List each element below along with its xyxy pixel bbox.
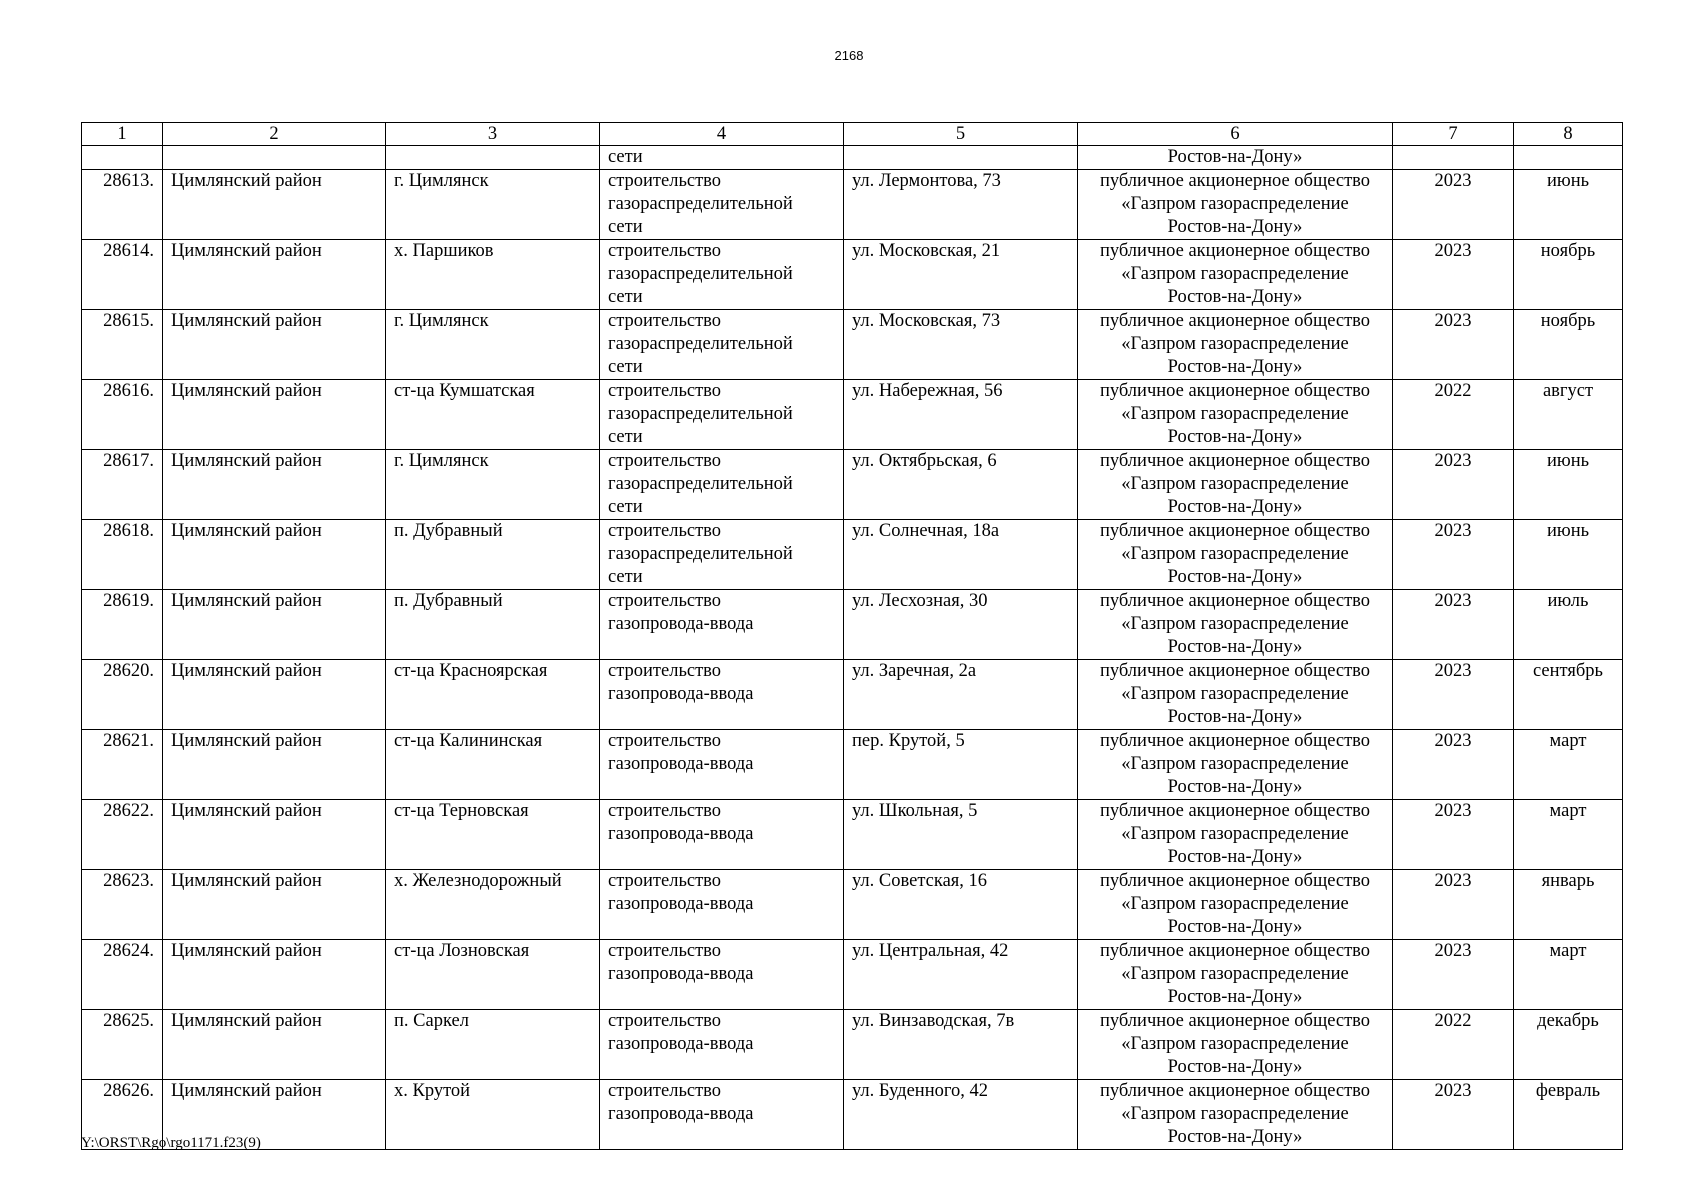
cell-organization-line: публичное акционерное общество xyxy=(1099,591,1371,611)
cell-organization xyxy=(1078,450,1393,520)
cell-work-line: строительство xyxy=(608,801,722,821)
cell-organization xyxy=(1078,940,1393,1010)
cell-year: 2023 xyxy=(1393,520,1514,590)
footer-file-path: Y:\ORST\Rgo\rgo1171.f23(9) xyxy=(81,1135,261,1151)
cell-organization-line: публичное акционерное общество xyxy=(1099,241,1371,261)
cell-work xyxy=(600,590,844,660)
cell-number: 28616. xyxy=(82,380,163,450)
cell-month: август xyxy=(1514,380,1623,450)
cell-organization-line: «Газпром газораспределение xyxy=(1121,194,1349,214)
cell-number: 28625. xyxy=(82,1010,163,1080)
cell-organization xyxy=(1078,520,1393,590)
cell-organization-line: публичное акционерное общество xyxy=(1099,1011,1371,1031)
cell-address: ул. Октябрьская, 6 xyxy=(844,450,1078,520)
cell-year: 2023 xyxy=(1393,240,1514,310)
cell-organization xyxy=(1078,870,1393,940)
cell-number: 28626. xyxy=(82,1080,163,1150)
cell-address: ул. Буденного, 42 xyxy=(844,1080,1078,1150)
cell-number: 28621. xyxy=(82,730,163,800)
cell-locality: ст-ца Калининская xyxy=(386,730,600,800)
cell-locality: г. Цимлянск xyxy=(386,310,600,380)
page-number: 2168 xyxy=(834,48,864,63)
cell-year: 2023 xyxy=(1393,1080,1514,1150)
cell-number: 28618. xyxy=(82,520,163,590)
cell-organization-line: Ростов-на-Дону» xyxy=(1167,567,1303,587)
cell-organization-line: «Газпром газораспределение xyxy=(1121,474,1349,494)
cell-organization-line: «Газпром газораспределение xyxy=(1121,684,1349,704)
cell-work-line: строительство xyxy=(608,311,722,331)
cell-work-line: сети xyxy=(608,497,643,517)
cell-work-line: строительство xyxy=(608,1011,722,1031)
cell-work-line: строительство xyxy=(608,661,722,681)
cell-work xyxy=(600,450,844,520)
cell-locality: п. Саркел xyxy=(386,1010,600,1080)
cell-organization: Ростов-на-Дону» xyxy=(1078,146,1393,170)
cell-organization-line: «Газпром газораспределение xyxy=(1121,754,1349,774)
cell-work xyxy=(600,730,844,800)
cell-organization-line: публичное акционерное общество xyxy=(1099,1081,1371,1101)
cell-district: Цимлянский район xyxy=(163,380,386,450)
cell-month: июль xyxy=(1514,590,1623,660)
cell-district: Цимлянский район xyxy=(163,1080,386,1150)
cell-locality xyxy=(386,146,600,170)
cell-month: декабрь xyxy=(1514,1010,1623,1080)
cell-district: Цимлянский район xyxy=(163,520,386,590)
cell-number: 28613. xyxy=(82,170,163,240)
cell-district: Цимлянский район xyxy=(163,450,386,520)
cell-work-line: строительство xyxy=(608,591,722,611)
cell-organization-line: «Газпром газораспределение xyxy=(1121,544,1349,564)
cell-work-line: строительство xyxy=(608,381,722,401)
cell-organization-line: Ростов-на-Дону» xyxy=(1167,987,1303,1007)
cell-work-line: сети xyxy=(608,287,643,307)
column-header: 1 xyxy=(82,123,163,146)
cell-locality: х. Железнодорожный xyxy=(386,870,600,940)
cell-address: ул. Лермонтова, 73 xyxy=(844,170,1078,240)
cell-locality: г. Цимлянск xyxy=(386,170,600,240)
cell-month: январь xyxy=(1514,870,1623,940)
cell-address: ул. Московская, 73 xyxy=(844,310,1078,380)
table-row xyxy=(82,1010,1623,1080)
cell-work xyxy=(600,170,844,240)
cell-number: 28624. xyxy=(82,940,163,1010)
cell-work xyxy=(600,1010,844,1080)
cell-number: 28622. xyxy=(82,800,163,870)
cell-district: Цимлянский район xyxy=(163,310,386,380)
cell-month: июнь xyxy=(1514,520,1623,590)
cell-organization xyxy=(1078,240,1393,310)
cell-work xyxy=(600,800,844,870)
cell-year: 2023 xyxy=(1393,730,1514,800)
cell-work xyxy=(600,660,844,730)
cell-district: Цимлянский район xyxy=(163,1010,386,1080)
table-row xyxy=(82,590,1623,660)
cell-work-line: строительство xyxy=(608,521,722,541)
cell-organization-line: Ростов-на-Дону» xyxy=(1167,287,1303,307)
cell-work-line: строительство xyxy=(608,941,722,961)
cell-work-line: газопровода-ввода xyxy=(608,754,754,774)
table-row xyxy=(82,380,1623,450)
cell-number: 28620. xyxy=(82,660,163,730)
column-header: 4 xyxy=(600,123,844,146)
cell-number xyxy=(82,146,163,170)
cell-work xyxy=(600,1080,844,1150)
cell-work-line: строительство xyxy=(608,871,722,891)
cell-district: Цимлянский район xyxy=(163,590,386,660)
cell-district: Цимлянский район xyxy=(163,170,386,240)
cell-address: ул. Набережная, 56 xyxy=(844,380,1078,450)
cell-organization xyxy=(1078,660,1393,730)
cell-organization-line: «Газпром газораспределение xyxy=(1121,824,1349,844)
cell-organization-line: «Газпром газораспределение xyxy=(1121,264,1349,284)
cell-month: ноябрь xyxy=(1514,310,1623,380)
cell-district: Цимлянский район xyxy=(163,660,386,730)
table-row xyxy=(82,870,1623,940)
cell-work xyxy=(600,870,844,940)
cell-organization-line: «Газпром газораспределение xyxy=(1121,894,1349,914)
table-row xyxy=(82,940,1623,1010)
table-row xyxy=(82,660,1623,730)
cell-work-line: газопровода-ввода xyxy=(608,684,754,704)
cell-work-line: газопровода-ввода xyxy=(608,894,754,914)
cell-organization-line: Ростов-на-Дону» xyxy=(1167,217,1303,237)
cell-work xyxy=(600,240,844,310)
cell-month: ноябрь xyxy=(1514,240,1623,310)
cell-organization-line: Ростов-на-Дону» xyxy=(1167,707,1303,727)
cell-address xyxy=(844,146,1078,170)
cell-month: февраль xyxy=(1514,1080,1623,1150)
cell-organization xyxy=(1078,1010,1393,1080)
cell-work-line: газораспределительной xyxy=(608,544,793,564)
cell-district xyxy=(163,146,386,170)
cell-locality: ст-ца Красноярская xyxy=(386,660,600,730)
cell-organization-line: «Газпром газораспределение xyxy=(1121,1034,1349,1054)
cell-district: Цимлянский район xyxy=(163,240,386,310)
cell-organization-line: публичное акционерное общество xyxy=(1099,801,1371,821)
table-row xyxy=(82,1080,1623,1150)
cell-work-line: сети xyxy=(608,427,643,447)
cell-organization-line: Ростов-на-Дону» xyxy=(1167,497,1303,517)
cell-number: 28615. xyxy=(82,310,163,380)
cell-work-line: строительство xyxy=(608,241,722,261)
cell-address: ул. Московская, 21 xyxy=(844,240,1078,310)
cell-work: сети xyxy=(600,146,844,170)
column-header: 8 xyxy=(1514,123,1623,146)
cell-address: пер. Крутой, 5 xyxy=(844,730,1078,800)
column-header: 6 xyxy=(1078,123,1393,146)
cell-organization-line: «Газпром газораспределение xyxy=(1121,964,1349,984)
cell-number: 28619. xyxy=(82,590,163,660)
cell-work-line: строительство xyxy=(608,451,722,471)
cell-address: ул. Лесхозная, 30 xyxy=(844,590,1078,660)
cell-organization xyxy=(1078,730,1393,800)
cell-organization-line: Ростов-на-Дону» xyxy=(1167,777,1303,797)
cell-work-line: газораспределительной xyxy=(608,474,793,494)
cell-year: 2023 xyxy=(1393,940,1514,1010)
cell-organization-line: Ростов-на-Дону» xyxy=(1167,917,1303,937)
cell-work-line: газопровода-ввода xyxy=(608,824,754,844)
cell-year xyxy=(1393,146,1514,170)
cell-work-line: газопровода-ввода xyxy=(608,1104,754,1124)
cell-organization xyxy=(1078,310,1393,380)
cell-month xyxy=(1514,146,1623,170)
cell-work xyxy=(600,380,844,450)
cell-year: 2023 xyxy=(1393,450,1514,520)
cell-organization xyxy=(1078,590,1393,660)
column-header: 2 xyxy=(163,123,386,146)
table-row xyxy=(82,520,1623,590)
cell-work xyxy=(600,310,844,380)
table-row xyxy=(82,170,1623,240)
cell-organization-line: публичное акционерное общество xyxy=(1099,731,1371,751)
cell-number: 28623. xyxy=(82,870,163,940)
cell-work-line: сети xyxy=(608,357,643,377)
cell-locality: х. Паршиков xyxy=(386,240,600,310)
cell-year: 2023 xyxy=(1393,590,1514,660)
table-row xyxy=(82,240,1623,310)
cell-locality: ст-ца Кумшатская xyxy=(386,380,600,450)
cell-organization-line: «Газпром газораспределение xyxy=(1121,334,1349,354)
cell-organization-line: Ростов-на-Дону» xyxy=(1167,847,1303,867)
cell-organization-line: публичное акционерное общество xyxy=(1099,451,1371,471)
cell-work-line: газопровода-ввода xyxy=(608,614,754,634)
cell-work-line: строительство xyxy=(608,731,722,751)
cell-work xyxy=(600,940,844,1010)
table-row xyxy=(82,310,1623,380)
cell-organization-line: «Газпром газораспределение xyxy=(1121,614,1349,634)
cell-locality: ст-ца Терновская xyxy=(386,800,600,870)
cell-organization-line: Ростов-на-Дону» xyxy=(1167,637,1303,657)
cell-organization-line: Ростов-на-Дону» xyxy=(1167,1127,1303,1147)
cell-work-line: строительство xyxy=(608,1081,722,1101)
cell-locality: г. Цимлянск xyxy=(386,450,600,520)
cell-organization-line: публичное акционерное общество xyxy=(1099,941,1371,961)
cell-district: Цимлянский район xyxy=(163,940,386,1010)
cell-organization-line: Ростов-на-Дону» xyxy=(1167,357,1303,377)
cell-year: 2023 xyxy=(1393,310,1514,380)
cell-month: июнь xyxy=(1514,450,1623,520)
cell-work-line: сети xyxy=(608,217,643,237)
cell-year: 2023 xyxy=(1393,170,1514,240)
cell-organization-line: публичное акционерное общество xyxy=(1099,661,1371,681)
cell-work-line: газораспределительной xyxy=(608,404,793,424)
cell-address: ул. Солнечная, 18а xyxy=(844,520,1078,590)
cell-year: 2022 xyxy=(1393,380,1514,450)
cell-organization-line: «Газпром газораспределение xyxy=(1121,404,1349,424)
cell-month: июнь xyxy=(1514,170,1623,240)
cell-work-line: газопровода-ввода xyxy=(608,964,754,984)
cell-district: Цимлянский район xyxy=(163,730,386,800)
cell-organization-line: публичное акционерное общество xyxy=(1099,381,1371,401)
cell-month: март xyxy=(1514,940,1623,1010)
cell-organization xyxy=(1078,1080,1393,1150)
table-row xyxy=(82,730,1623,800)
cell-organization-line: публичное акционерное общество xyxy=(1099,311,1371,331)
cell-address: ул. Винзаводская, 7в xyxy=(844,1010,1078,1080)
cell-work-line: газораспределительной xyxy=(608,194,793,214)
cell-locality: х. Крутой xyxy=(386,1080,600,1150)
cell-number: 28617. xyxy=(82,450,163,520)
cell-organization xyxy=(1078,380,1393,450)
column-header: 5 xyxy=(844,123,1078,146)
cell-district: Цимлянский район xyxy=(163,870,386,940)
header-row xyxy=(82,123,1623,146)
cell-year: 2023 xyxy=(1393,660,1514,730)
data-table xyxy=(81,122,1623,1150)
cell-work-line: газопровода-ввода xyxy=(608,1034,754,1054)
cell-month: март xyxy=(1514,730,1623,800)
column-header: 7 xyxy=(1393,123,1514,146)
cell-organization-line: публичное акционерное общество xyxy=(1099,521,1371,541)
cell-organization xyxy=(1078,800,1393,870)
table-row xyxy=(82,800,1623,870)
cell-organization-line: «Газпром газораспределение xyxy=(1121,1104,1349,1124)
continuation-row xyxy=(82,146,1623,170)
cell-month: март xyxy=(1514,800,1623,870)
cell-locality: ст-ца Лозновская xyxy=(386,940,600,1010)
cell-organization-line: публичное акционерное общество xyxy=(1099,171,1371,191)
cell-organization xyxy=(1078,170,1393,240)
cell-organization-line: Ростов-на-Дону» xyxy=(1167,1057,1303,1077)
cell-year: 2023 xyxy=(1393,870,1514,940)
cell-address: ул. Центральная, 42 xyxy=(844,940,1078,1010)
cell-district: Цимлянский район xyxy=(163,800,386,870)
cell-number: 28614. xyxy=(82,240,163,310)
cell-organization-line: публичное акционерное общество xyxy=(1099,871,1371,891)
cell-address: ул. Школьная, 5 xyxy=(844,800,1078,870)
cell-month: сентябрь xyxy=(1514,660,1623,730)
cell-organization-line: Ростов-на-Дону» xyxy=(1167,427,1303,447)
cell-locality: п. Дубравный xyxy=(386,590,600,660)
cell-address: ул. Советская, 16 xyxy=(844,870,1078,940)
column-header: 3 xyxy=(386,123,600,146)
cell-work-line: строительство xyxy=(608,171,722,191)
cell-work-line: газораспределительной xyxy=(608,334,793,354)
cell-work xyxy=(600,520,844,590)
cell-year: 2023 xyxy=(1393,800,1514,870)
table-row xyxy=(82,450,1623,520)
cell-locality: п. Дубравный xyxy=(386,520,600,590)
cell-address: ул. Заречная, 2а xyxy=(844,660,1078,730)
cell-work-line: газораспределительной xyxy=(608,264,793,284)
cell-work-line: сети xyxy=(608,567,643,587)
cell-year: 2022 xyxy=(1393,1010,1514,1080)
